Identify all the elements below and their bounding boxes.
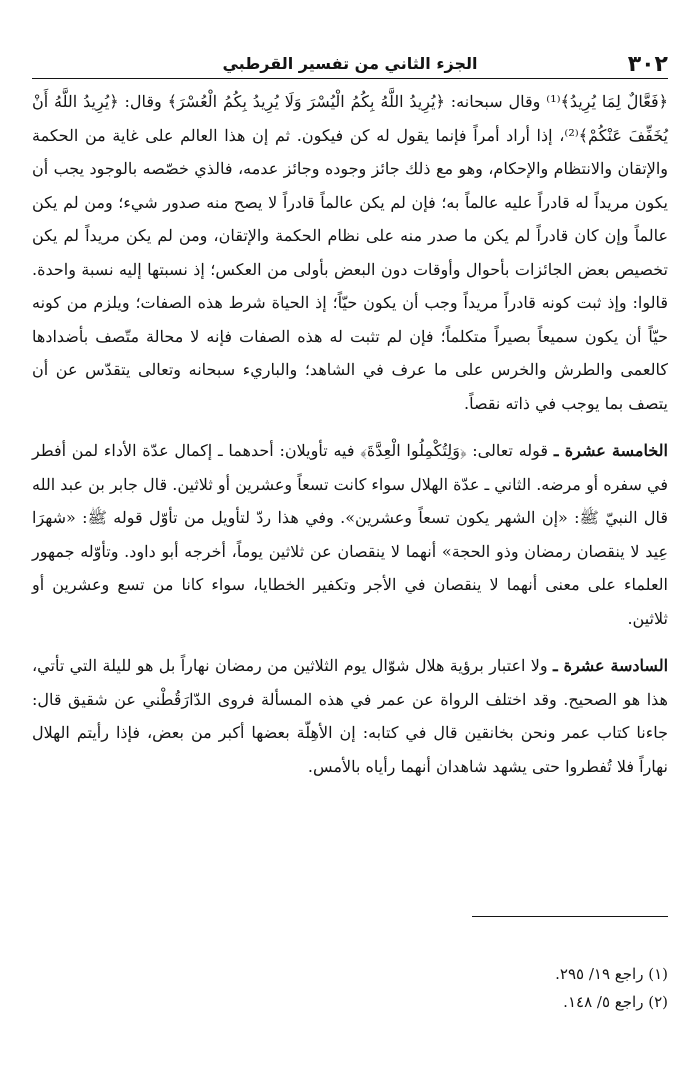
footnotes <box>32 960 668 1016</box>
issue-heading: الخامسة عشرة ـ <box>553 441 668 460</box>
footnote-2: (٢) راجع ٥/ ١٤٨. <box>563 993 668 1011</box>
issue-heading: السادسة عشرة ـ <box>553 656 669 675</box>
paragraph-sixteenth-issue <box>32 649 668 783</box>
paragraph-fifteenth-issue <box>32 434 668 635</box>
page-number: ٣٠٢ <box>627 52 668 77</box>
page-header <box>32 44 668 79</box>
paragraph-text: ﴿فَعَّالٌ لِمَا يُرِيدُ﴾⁽¹⁾ وقال سبحانه: ﴿يُرِيدُ اللَّهُ بِكُمُ الْيُسْرَ وَلَا يُرِيدُ بِكُمُ الْعُسْرَ﴾ وقال: ﴿يُرِيدُ اللَّهُ أَنْ يُخَفِّفَ عَنْكُمْ﴾⁽²⁾، إذا أراد أمراً فإنما يقول له كن فيكون. ثم إن هذا العالم على غاية من الحكمة والإتقان والانتظام والإحكام، وهو مع ذلك جائز وجوده وجائز عدمه، فالذي خصّصه بالوجود يجب أن يكون مريداً له قادراً عليه عالماً به؛ فإن لم يكن عالماً قادراً لا يصح منه صدور شيء؛ ومن لم يكن عالماً وإن كان قادراً لم يكن ما صدر منه على نظام الحكمة والإتقان، ومن لم يكن مريداً لم يكن تخصيص بعض الجائزات بأحوال وأوقات دون البعض بأولى من العكس؛ إذ نسبتها إليه نسبة واحدة. قالوا: وإذ ثبت كونه قادراً مريداً وجب أن يكون حيّاً؛ إذ الحياة شرط هذه الصفات؛ ويلزم من كونه حيّاً أن يكون سميعاً بصيراً متكلماً؛ فإن لم تثبت له هذه الصفات فإنه لا محالة متّصف بأضدادها كالعمى والطرش والخرس على ما عرف في الشاهد؛ والباريء سبحانه وتعالى يتقدّس عن أن يتصف بما يوجب في ذاته نقصاً. <box>32 92 669 413</box>
paragraph-text: ولا اعتبار برؤية هلال شوّال يوم الثلاثين من رمضان نهاراً بل هو لليلة التي تأتي، هذا هو الصحيح. وقد اختلف الرواة عن عمر في هذه المسألة فروى الدّارَقُطْني عن شقيق قال: جاءنا كتاب عمر ونحن بخانقين قال في كتابه: إن الأهِلّة بعضها أكبر من بعض، فإذا رأيتم الهلال نهاراً فلا تُفطروا حتى يشهد شاهدان أنهما رأياه بالأمس. <box>32 656 668 776</box>
book-page <box>32 44 668 1084</box>
running-title: الجزء الثاني من تفسير القرطبي <box>222 54 478 73</box>
paragraph-continuation <box>32 85 668 420</box>
footnote-divider <box>472 916 668 917</box>
paragraph-text: قوله تعالى: ﴿وَلِتُكْمِلُوا الْعِدَّةَ﴾ فيه تأويلان: أحدهما ـ إكمال عدّة الأداء لمن أفطر في سفره أو مرضه. الثاني ـ عدّة الهلال سواء كانت تسعاً وعشرين أو ثلاثين. قال جابر بن عبد الله قال النبيّ ﷺ: «إن الشهر يكون تسعاً وعشرين». وفي هذا ردّ لتأويل من تأوّل قوله ﷺ: «شهرَا عِيد لا ينقصان رمضان وذو الحجة» أنهما لا ينقصان عن ثلاثين يوماً، أخرجه أبو داود. وتأوّله جمهور العلماء على معنى أنهما لا ينقصان في الأجر وتكفير الخطايا، سواء كانا من تسع وعشرين أو ثلاثين. <box>32 441 668 628</box>
body-text <box>32 85 668 783</box>
footnote-1: (١) راجع ١٩/ ٢٩٥. <box>555 965 668 983</box>
